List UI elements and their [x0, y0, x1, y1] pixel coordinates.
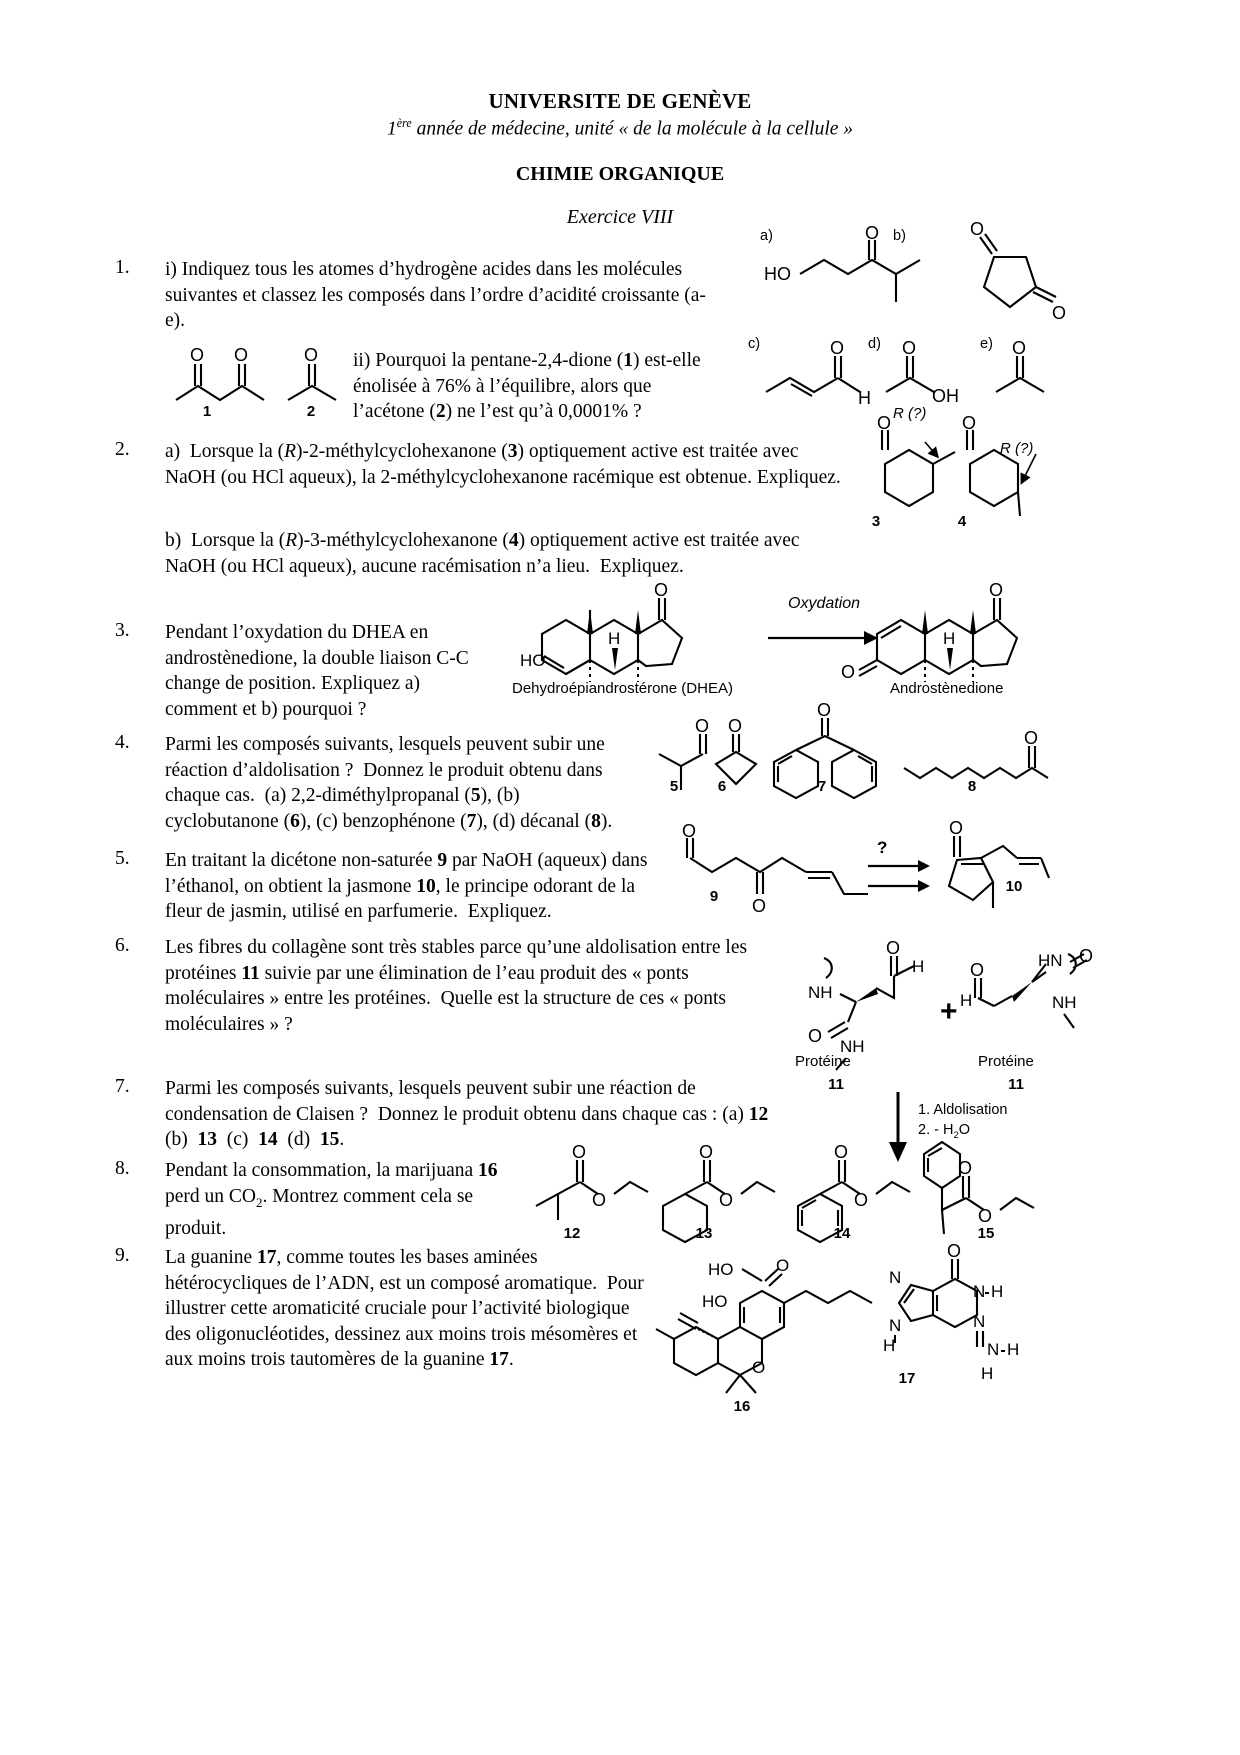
question-6-number: 6. — [115, 935, 130, 956]
svg-text:H: H — [912, 957, 925, 976]
caption-androstenedione: Androstènedione — [890, 680, 1004, 697]
svg-text:O: O — [886, 938, 901, 958]
molecule-12-ethyl-pivalate — [528, 1142, 653, 1238]
svg-text:O: O — [234, 345, 249, 365]
compound-label-4: 4 — [957, 513, 967, 530]
svg-text:H: H — [960, 991, 973, 1010]
svg-text:O: O — [572, 1142, 587, 1162]
svg-text:N: N — [973, 1282, 986, 1301]
q1ii-bold-1: 1 — [623, 350, 633, 371]
q1ii-text-1: ii) Pourquoi la pentane-2,4-dione ( — [353, 350, 624, 371]
stereocenter-label-3: R (?) — [893, 405, 927, 422]
svg-text:O: O — [830, 338, 845, 358]
question-5-number: 5. — [115, 848, 130, 869]
compound-label-14: 14 — [833, 1225, 851, 1242]
question-6-text: Les fibres du collagène sont très stables parce qu’une aldolisation entre les protéines 11 suivie par une élimination de l’eau produit des « ponts moléculaires » entre les protéines. Quelle est la structure de ces « ponts moléculaires » ? — [165, 937, 748, 1035]
molecule-c-enal — [760, 340, 870, 410]
subtitle-pre: 1 — [386, 118, 397, 140]
molecule-2-acetone — [280, 342, 352, 412]
molecule-8-decanal — [900, 720, 1070, 800]
svg-text:N: N — [973, 1312, 986, 1331]
compound-label-3: 3 — [871, 513, 881, 530]
reaction-question-mark: ? — [877, 838, 888, 857]
question-5-text: En traitant la dicétone non-saturée 9 par NaOH (aqueux) dans l’éthanol, on obtient la jasmone 10, le principe odorant de la fleur de jasmin, utilisé en parfumerie. Expliquez. — [165, 850, 648, 922]
svg-text:O: O — [865, 223, 880, 243]
svg-text:H: H — [883, 1336, 896, 1355]
svg-text:O: O — [592, 1190, 607, 1210]
svg-text:O: O — [989, 580, 1004, 600]
question-2-part-a: a) Lorsque la (R)-2-méthylcyclohexanone (3) optiquement active est traitée avec NaOH (ou HCl aqueux), la 2-méthylcyclohexanone racémique est obtenue. Expliquez. — [165, 441, 841, 488]
question-9-text: La guanine 17, comme toutes les bases aminées hétérocycliques de l’ADN, est un composé aromatique. Pour illustrer cette aromaticité cruciale pour l’activité biologique des oligonucléotides, dessinez aux moins trois mésomères et aux moins trois tautomères de la guanine 17. — [165, 1247, 644, 1370]
question-7-text: Parmi les composés suivants, lesquels peuvent subir une réaction de condensation de Claisen ? Donnez le produit obtenu dans chaque cas : (a) 12 (b) 13 (c) 14 (d) 15. — [165, 1078, 774, 1150]
compound-label-7: 7 — [817, 778, 827, 795]
molecule-10-jasmone — [935, 820, 1065, 930]
question-1-number: 1. — [115, 257, 130, 278]
compound-label-11-right: 11 — [1008, 1076, 1024, 1093]
svg-text:HO: HO — [520, 651, 546, 670]
svg-text:O: O — [654, 580, 669, 600]
subtitle-post: année de médecine, unité « de la molécule à la cellule » — [411, 118, 854, 140]
svg-text:O: O — [190, 345, 205, 365]
svg-text:O: O — [1012, 338, 1027, 358]
svg-text:NH: NH — [840, 1037, 865, 1056]
svg-text:OH: OH — [932, 386, 959, 406]
molecule-a-hydroxy-ketone — [758, 223, 928, 323]
svg-text:H: H — [1007, 1340, 1020, 1359]
molecule-androstenedione — [841, 548, 1085, 688]
molecule-17-guanine — [855, 1241, 1035, 1390]
svg-text:HO: HO — [764, 264, 791, 284]
compound-label-15: 15 — [977, 1225, 995, 1242]
structure-label-d: d) — [868, 336, 881, 352]
svg-text:H: H — [981, 1364, 994, 1383]
molecule-4-methylcyclohexanone — [940, 413, 1060, 520]
question-2-part-b: b) Lorsque la (R)-3-méthylcyclohexanone (4) optiquement active est traitée avec NaOH (ou HCl aqueux), aucune racémisation n’a lieu. Expliquez. — [165, 530, 800, 577]
structure-label-e: e) — [980, 336, 993, 352]
molecule-1-pentanedione — [168, 342, 278, 412]
svg-text:N: N — [889, 1268, 902, 1287]
svg-text:O: O — [970, 960, 985, 980]
molecule-d-acetic-acid — [880, 340, 985, 410]
molecule-b-cyclopentanedione — [960, 219, 1070, 335]
svg-text:O: O — [719, 1190, 734, 1210]
structure-label-c: c) — [748, 336, 761, 352]
question-8-text: Pendant la consommation, la marijuana 16 perd un $CO_2$. Montrez comment cela se produit. — [165, 1160, 498, 1239]
svg-text:O: O — [947, 1241, 962, 1261]
stereocenter-label-4: R (?) — [1000, 440, 1034, 457]
svg-text:H: H — [608, 629, 621, 648]
compound-label-11-left: 11 — [828, 1076, 844, 1093]
svg-text:O: O — [752, 1358, 766, 1377]
svg-text:O: O — [834, 1142, 849, 1162]
course-title: CHIMIE ORGANIQUE — [515, 163, 725, 185]
svg-text:O: O — [962, 413, 977, 433]
question-3-number: 3. — [115, 620, 130, 641]
compound-label-5: 5 — [669, 778, 679, 795]
svg-text:N: N — [889, 1316, 902, 1335]
plus-sign: + — [940, 995, 958, 1028]
caption-dhea: Dehydroépiandrostérone (DHEA) — [512, 680, 733, 697]
svg-text:O: O — [970, 219, 985, 239]
subtitle-sup: ère — [396, 116, 412, 130]
svg-text:O: O — [776, 1256, 790, 1275]
question-4-text: Parmi les composés suivants, lesquels peuvent subir une réaction d’aldolisation ? Donnez le produit obtenu dans chaque cas. (a) 2,2-diméthylpropanal (5), (b) cyclobutanone (6), (c) benzophénone (7), (d) décanal (8). — [165, 734, 613, 832]
svg-text:O: O — [902, 338, 917, 358]
svg-text:H: H — [858, 388, 871, 408]
compound-label-13: 13 — [695, 1225, 713, 1242]
svg-text:O: O — [752, 896, 767, 916]
q1ii-bold-2: 2 — [435, 401, 446, 422]
q1ii-text-3: ) ne l’est qu’à 0,0001% ? — [445, 401, 642, 422]
svg-text:HO: HO — [708, 1260, 734, 1279]
svg-text:HO: HO — [702, 1292, 728, 1311]
compound-label-1: 1 — [202, 403, 212, 420]
structure-label-a: a) — [760, 228, 773, 244]
svg-text:O: O — [817, 700, 832, 720]
svg-text:H: H — [991, 1282, 1004, 1301]
reaction-arrow-jasmone-1 — [868, 858, 930, 874]
question-2-number: 2. — [115, 439, 130, 460]
structure-label-b: b) — [893, 228, 906, 244]
question-4-number: 4. — [115, 732, 130, 753]
svg-text:O: O — [958, 1158, 973, 1178]
svg-text:NH: NH — [1052, 993, 1077, 1012]
question-9-number: 9. — [115, 1245, 130, 1266]
molecule-e-acetone — [990, 340, 1065, 410]
reaction-step-1: 1. Aldolisation — [918, 1102, 1008, 1118]
svg-text:O: O — [978, 1206, 993, 1226]
svg-text:O: O — [304, 345, 319, 365]
svg-text:O: O — [1024, 728, 1039, 748]
compound-label-6: 6 — [717, 778, 727, 795]
compound-label-17: 17 — [898, 1370, 916, 1387]
svg-text:H: H — [943, 629, 956, 648]
molecule-dhea — [520, 548, 750, 688]
reaction-arrow-jasmone-2 — [868, 878, 930, 894]
reaction-condition-oxydation: Oxydation — [788, 595, 861, 612]
svg-text:O: O — [682, 821, 697, 841]
question-7-number: 7. — [115, 1076, 130, 1097]
svg-text:O: O — [854, 1190, 869, 1210]
svg-text:O: O — [1079, 946, 1094, 966]
svg-text:O: O — [841, 662, 856, 682]
caption-protein-left: Protéine — [795, 1053, 851, 1070]
svg-text:O: O — [699, 1142, 714, 1162]
page-title: UNIVERSITE DE GENÈVE — [488, 89, 752, 113]
question-1-part-i: i) Indiquez tous les atomes d’hydrogène acides dans les molécules suivantes et classez les composés dans l’ordre d’acidité croissante (a-e). — [165, 259, 706, 331]
molecule-9-diketone — [682, 821, 882, 933]
compound-label-2: 2 — [306, 403, 316, 420]
question-1-part-ii — [353, 348, 723, 425]
exercise-title: Exercice VIII — [566, 206, 674, 228]
caption-protein-right: Protéine — [978, 1053, 1034, 1070]
molecule-11-protein-right — [960, 940, 1110, 1060]
compound-label-8: 8 — [967, 778, 977, 795]
compound-label-12: 12 — [563, 1225, 581, 1242]
compound-label-9: 9 — [709, 888, 719, 905]
svg-text:O: O — [695, 716, 710, 736]
svg-text:O: O — [949, 818, 964, 838]
svg-text:O: O — [877, 413, 892, 433]
compound-label-16: 16 — [733, 1398, 751, 1415]
compound-label-10: 10 — [1005, 878, 1023, 895]
question-8-number: 8. — [115, 1158, 130, 1179]
molecule-11-protein-left — [790, 940, 940, 1060]
page-subtitle — [0, 116, 1240, 141]
reaction-step-2: 2. - $H_2O$ — [918, 1122, 971, 1141]
svg-text:O: O — [808, 1026, 823, 1046]
svg-text:O: O — [1052, 303, 1067, 323]
question-3-text: Pendant l’oxydation du DHEA en androstènedione, la double liaison C-C change de position. Expliquez a) comment et b) pourquoi ? — [165, 622, 469, 720]
svg-text:N: N — [987, 1340, 1000, 1359]
svg-text:O: O — [728, 716, 743, 736]
svg-text:HN: HN — [1038, 951, 1063, 970]
svg-text:NH: NH — [808, 983, 833, 1002]
q1ii-text-2: ) est-elle énolisée à 76% à l’équilibre, alors que l’acétone ( — [353, 350, 701, 422]
